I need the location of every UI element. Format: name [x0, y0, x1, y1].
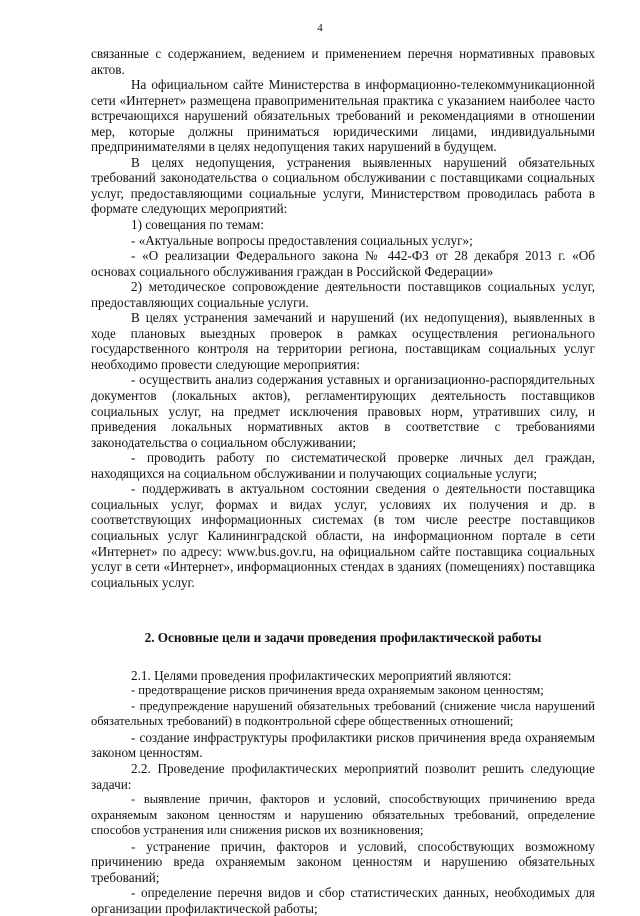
paragraph: - «Актуальные вопросы предоставления социальных услуг»;: [131, 232, 473, 248]
paragraph: - осуществить анализ содержания уставных и организационно-распорядительных документов (локальных актов), регламентирующих деятельность поставщиков социальных услуг, на предмет исключения правовых норм, утративших силу, и приведения локальных нормативных актов в соответствие с требованиями законодательства о социальном обслуживании;: [91, 372, 595, 450]
paragraph: - «О реализации Федерального закона № 442-ФЗ от 28 декабря 2013 г. «Об основах социального обслуживания граждан в Российской Федерации»: [91, 248, 595, 279]
paragraph: 2.2. Проведение профилактических мероприятий позволит решить следующие задачи:: [91, 760, 595, 792]
paragraph: - проводить работу по систематической проверке личных дел граждан, находящихся на социальном обслуживании и получающих социальные услуги;: [91, 450, 595, 481]
paragraph: В целях недопущения, устранения выявленных нарушений обязательных требований законодательства о социальном обслуживании с поставщиками социальных услуг, предоставляющими социальные услуги, Министерством проводилась работа в формате следующих мероприятий:: [91, 154, 595, 217]
paragraph: - создание инфраструктуры профилактики рисков причинения вреда охраняемым законом ценностям.: [91, 729, 595, 761]
paragraph: - предотвращение рисков причинения вреда охраняемым законом ценностям;: [131, 683, 544, 698]
paragraph: 2.1. Целями проведения профилактических мероприятий являются:: [131, 667, 512, 683]
paragraph: 2) методическое сопровождение деятельности поставщиков социальных услуг, предоставляющих социальные услуги.: [91, 279, 595, 310]
paragraph: В целях устранения замечаний и нарушений (их недопущения), выявленных в ходе плановых выездных проверок в рамках осуществления регионального государственного контроля на территории региона, поставщикам социальных услуг необходимо провести следующие мероприятия:: [91, 310, 595, 372]
paragraph: - устранение причин, факторов и условий, способствующих возможному причинению вреда охраняемым законом ценностям и нарушению обязательных требований;: [91, 838, 595, 885]
section-heading: 2. Основные цели и задачи проведения профилактической работы: [144, 630, 542, 646]
paragraph: - выявление причин, факторов и условий, способствующих причинению вреда охраняемым законом ценностям и нарушению обязательных требований, определение способов устранения или снижения рисков их возникновения;: [91, 792, 595, 838]
paragraph: - определение перечня видов и сбор статистических данных, необходимых для организации профилактической работы;: [91, 885, 595, 916]
paragraph: - поддерживать в актуальном состоянии сведения о деятельности поставщика социальных услуг, формах и видах услуг, условиях их получения и др. в соответствующих информационных системах (в том числе реестре поставщиков социальных услуг Калининградской области, на информационном портале в сети «Интернет» по адресу: www.bus.gov.ru, на официальном сайте поставщика социальных услуг в сети «Интернет», информационных стендах в зданиях (помещениях) поставщика социальных услуг.: [91, 481, 595, 590]
paragraph: связанные с содержанием, ведением и применением перечня нормативных правовых актов.: [91, 46, 595, 77]
document-body: [91, 46, 595, 916]
page-number: 4: [317, 22, 323, 34]
paragraph: На официальном сайте Министерства в информационно-телекоммуникационной сети «Интернет» размещена правоприменительная практика с указанием наиболее часто встречающихся нарушений обязательных требований и рекомендациями в отношении мер, которые должны приниматься юридическими лицами, индивидуальными предпринимателями в целях недопущения таких нарушений в будущем.: [91, 77, 595, 155]
paragraph: - предупреждение нарушений обязательных требований (снижение числа нарушений обязательных требований) в подконтрольной сфере общественных отношений;: [91, 698, 595, 729]
paragraph: 1) совещания по темам:: [131, 217, 264, 233]
